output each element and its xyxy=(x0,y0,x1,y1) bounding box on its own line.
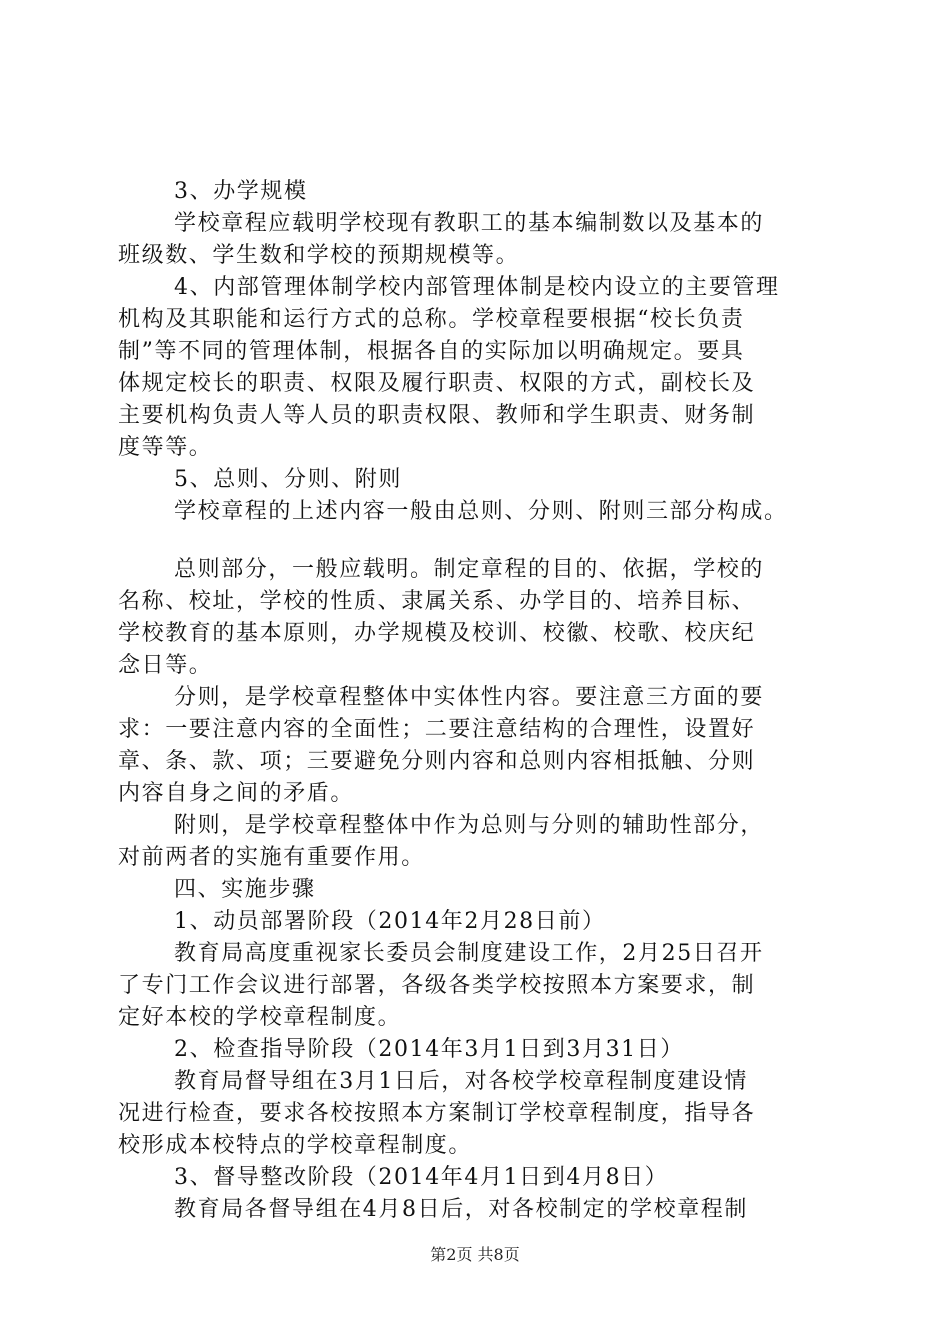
heading-mobilization-stage: 1、动员部署阶段（2014年2月28日前） xyxy=(174,909,606,934)
heading-internal-management: 4、内部管理体制学校内部管理体制是校内设立的主要管理 xyxy=(174,275,780,300)
heading-rectification-stage: 3、督导整改阶段（2014年4月1日到4月8日） xyxy=(174,1165,669,1190)
paragraph-line: 内容自身之间的矛盾。 xyxy=(118,781,355,806)
paragraph-line: 度等等。 xyxy=(118,435,213,460)
paragraph-line: 学校章程应载明学校现有教职工的基本编制数以及基本的 xyxy=(174,211,765,236)
paragraph-line: 定好本校的学校章程制度。 xyxy=(118,1005,402,1030)
paragraph-line: 机构及其职能和运行方式的总称。学校章程要根据“校长负责 xyxy=(118,307,745,332)
paragraph-line: 名称、校址，学校的性质、隶属关系、办学目的、培养目标、 xyxy=(118,589,756,614)
document-body xyxy=(118,176,834,1226)
paragraph-line: 求：一要注意内容的全面性；二要注意结构的合理性，设置好 xyxy=(118,717,756,742)
paragraph-line: 对前两者的实施有重要作用。 xyxy=(118,845,425,870)
paragraph-line: 制”等不同的管理体制，根据各自的实际加以明确规定。要具 xyxy=(118,339,745,364)
paragraph-line: 分则，是学校章程整体中实体性内容。要注意三方面的要 xyxy=(174,685,765,710)
paragraph-line: 附则，是学校章程整体中作为总则与分则的辅助性部分， xyxy=(174,813,765,838)
paragraph-line: 况进行检查，要求各校按照本方案制订学校章程制度，指导各 xyxy=(118,1101,756,1126)
paragraph-line: 教育局各督导组在4月8日后，对各校制定的学校章程制 xyxy=(174,1197,748,1222)
heading-implementation-steps: 四、实施步骤 xyxy=(174,877,316,902)
paragraph-line: 教育局督导组在3月1日后，对各校学校章程制度建设情 xyxy=(174,1069,748,1094)
heading-school-scale: 3、办学规模 xyxy=(174,179,308,204)
paragraph-line: 了专门工作会议进行部署，各级各类学校按照本方案要求，制 xyxy=(118,973,756,998)
paragraph-line: 体规定校长的职责、权限及履行职责、权限的方式，副校长及 xyxy=(118,371,756,396)
heading-inspection-stage: 2、检查指导阶段（2014年3月1日到3月31日） xyxy=(174,1037,684,1062)
paragraph-line: 班级数、学生数和学校的预期规模等。 xyxy=(118,243,520,268)
paragraph-line: 教育局高度重视家长委员会制度建设工作，2月25日召开 xyxy=(174,941,764,966)
page-number-footer: 第2页 共8页 xyxy=(430,1245,520,1264)
paragraph-line: 校形成本校特点的学校章程制度。 xyxy=(118,1133,473,1158)
paragraph-gap xyxy=(118,528,834,554)
paragraph-line: 学校章程的上述内容一般由总则、分则、附则三部分构成。 xyxy=(174,499,788,524)
paragraph-line: 章、条、款、项；三要避免分则内容和总则内容相抵触、分则 xyxy=(118,749,756,774)
paragraph-line: 念日等。 xyxy=(118,653,213,678)
paragraph-line: 学校教育的基本原则，办学规模及校训、校徽、校歌、校庆纪 xyxy=(118,621,756,646)
paragraph-line: 总则部分，一般应载明。制定章程的目的、依据，学校的 xyxy=(174,557,765,582)
paragraph-line: 主要机构负责人等人员的职责权限、教师和学生职责、财务制 xyxy=(118,403,756,428)
heading-general-rules: 5、总则、分则、附则 xyxy=(174,467,402,492)
